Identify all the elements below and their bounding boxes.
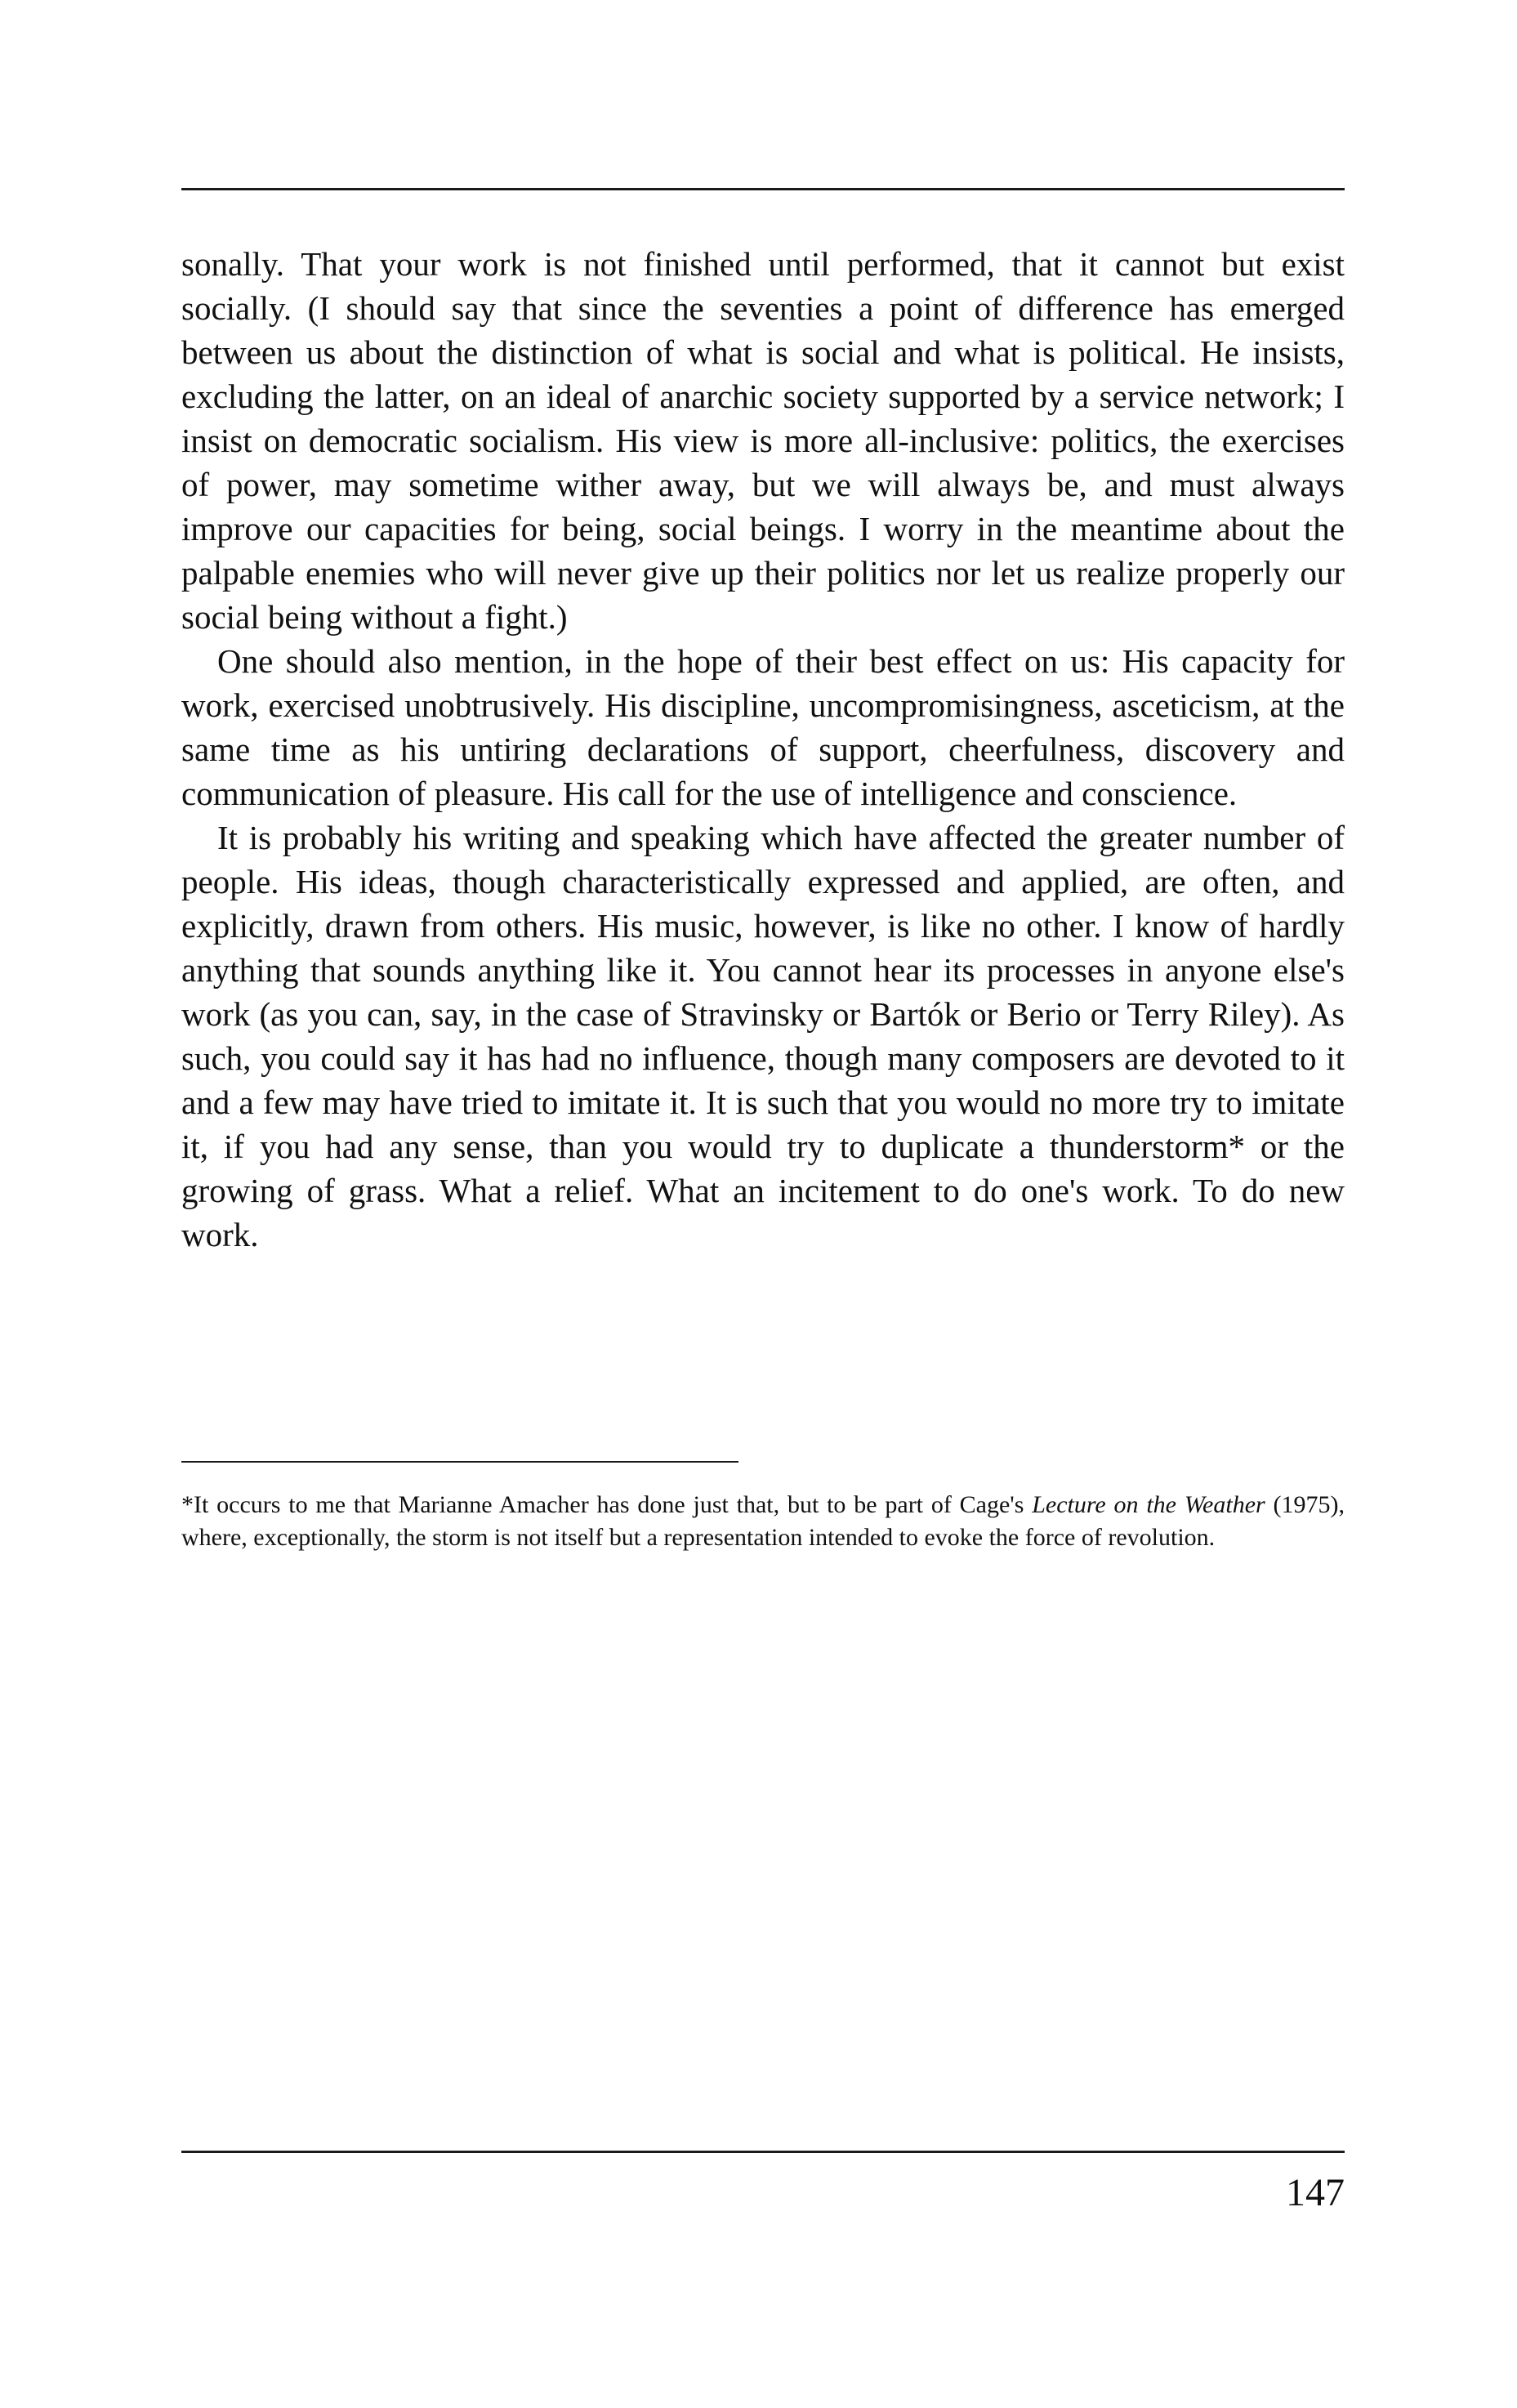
footnote-rule [181, 1461, 738, 1463]
paragraph-2: One should also mention, in the hope of their best effect on us: His capacity for work, exercised unobtrusively. His discipline, uncompromisingness, asceticism, at the same time as his untiring declarations of support, cheerfulness, discovery and communication of pleasure. His call for the use of intelligence and conscience. [181, 642, 1345, 812]
page-number: 147 [1286, 2171, 1345, 2214]
bottom-rule [181, 2151, 1345, 2153]
paragraph-3: It is probably his writing and speaking which have affected the greater number of people. His ideas, though characteristically expressed and applied, are often, and explicitly, drawn from others. His music, however, is like no other. I know of hardly anything that sounds anything like it. You cannot hear its processes in anyone else's work (as you can, say, in the case of Stravinsky or Bartók or Berio or Terry Riley). As such, you could say it has had no influence, though many composers are devoted to it and a few may have tried to imitate it. It is such that you would no more try to imitate it, if you had any sense, than you would try to duplicate a thunderstorm* or the growing of grass. What a relief. What an incitement to do one's work. To do new work. [181, 819, 1345, 1253]
top-rule [181, 188, 1345, 190]
footnote-text [181, 1489, 1345, 1554]
footnote-title: Lecture on the Weather [1032, 1491, 1265, 1518]
paragraph-1: sonally. That your work is not finished until performed, that it cannot but exist socially. (I should say that since the seventies a point of difference has emerged between us about the distinction of what is social and what is political. He insists, excluding the latter, on an ideal of anarchic society supported by a service network; I insist on democratic socialism. His view is more all-inclusive: politics, the exercises of power, may sometime wither away, but we will always be, and must always improve our capacities for being, social beings. I worry in the meantime about the palpable enemies who will never give up their politics nor let us realize properly our social being without a fight.) [181, 245, 1345, 636]
body-text [181, 242, 1345, 1257]
footnote-text-before: *It occurs to me that Marianne Amacher has done just that, but to be part of Cage's [181, 1491, 1033, 1518]
footnote [181, 1489, 1345, 1554]
footnote-text-after: (1975), where, exceptionally, the storm is not itself but a representation intended to evoke the force of revolution. [181, 1491, 1345, 1551]
